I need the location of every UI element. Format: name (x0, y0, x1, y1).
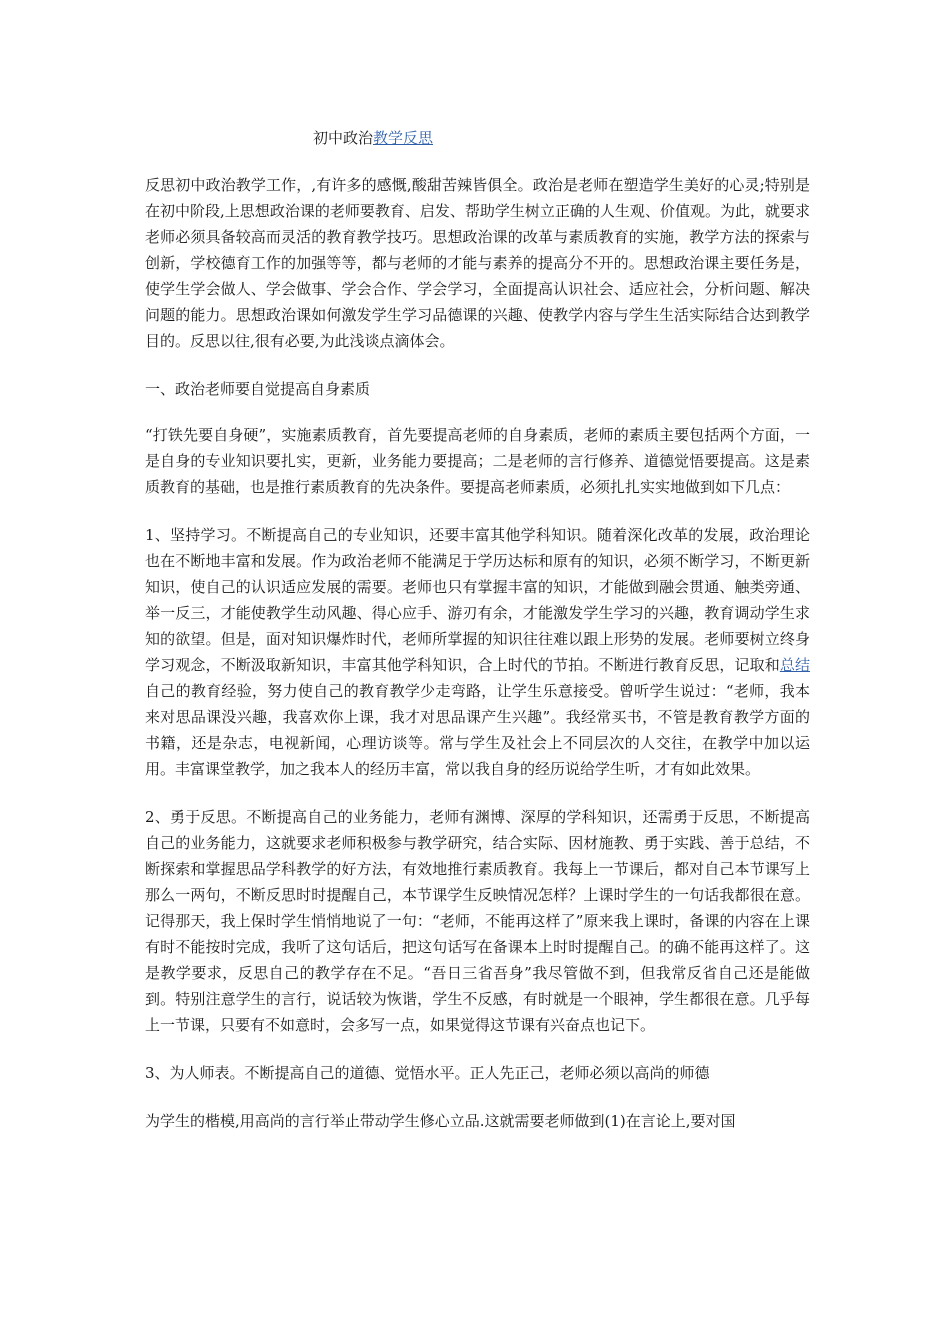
section-intro-paragraph: “打铁先要自身硬”，实施素质教育，首先要提高老师的自身素质，老师的素质主要包括两个方面，一是自身的专业知识要扎实，更新，业务能力要提高；二是老师的言行修养、道德觉悟要提高。这是素质教育的基础，也是推行素质教育的先决条件。要提高老师素质，必须扎扎实实地做到如下几点： (145, 426, 810, 496)
point-3-paragraph: 3、为人师表。不断提高自己的道德、觉悟水平。正人先正己，老师必须以高尚的师德 (145, 1064, 710, 1082)
title-prefix: 初中政治 (313, 129, 374, 147)
document-title (313, 127, 433, 149)
summary-link[interactable]: 总结 (779, 656, 810, 674)
title-link[interactable]: 教学反思 (373, 129, 434, 147)
point-2-paragraph: 2、勇于反思。不断提高自己的业务能力，老师有渊博、深厚的学科知识，还需勇于反思，不断提高自己的业务能力，这就要求老师积极参与教学研究，结合实际、因材施教、勇于实践、善于总结，不断探索和掌握思品学科教学的好方法，有效地推行素质教育。我每上一节课后，都对自己本节课写上那么一两句，不断反思时时提醒自己，本节课学生反映情况怎样？上课时学生的一句话我都很在意。记得那天，我上保时学生悄悄地说了一句：“老师，不能再这样了”原来我上课时，备课的内容在上课有时不能按时完成，我听了这句话后，把这句话写在备课本上时时提醒自己。的确不能再这样了。这是教学要求，反思自己的教学存在不足。“吾日三省吾身”我尽管做不到，但我常反省自己还是能做到。特别注意学生的言行，说话较为恢谐，学生不反感，有时就是一个眼神，学生都很在意。几乎每上一节课，只要有不如意时，会多写一点，如果觉得这节课有兴奋点也记下。 (145, 808, 810, 1034)
document-body (145, 172, 810, 1156)
section-heading: 一、政治老师要自觉提高自身素质 (145, 380, 371, 398)
point-1-text-after: 自己的教育经验，努力使自己的教育教学少走弯路，让学生乐意接受。曾听学生说过：“老师，我本来对思品课没兴趣，我喜欢你上课，我才对思品课产生兴趣”。我经常买书，不管是教育教学方面的书籍，还是杂志，电视新闻，心理访谈等。常与学生及社会上不同层次的人交往，在教学中加以运用。丰富课堂教学，加之我本人的经历丰富，常以我自身的经历说给学生听，才有如此效果。 (145, 682, 810, 778)
intro-paragraph: 反思初中政治教学工作，,有许多的感慨,酸甜苦辣皆俱全。政治是老师在塑造学生美好的心灵;特别是在初中阶段,上思想政治课的老师要教育、启发、帮助学生树立正确的人生观、价值观。为此，就要求老师必须具备较高而灵活的教育教学技巧。思想政治课的改革与素质教育的实施，教学方法的探索与创新，学校德育工作的加强等等，都与老师的才能与素养的提高分不开的。思想政治课主要任务是，使学生学会做人、学会做事、学会合作、学会学习，全面提高认识社会、适应社会，分析问题、解决问题的能力。思想政治课如何激发学生学习品德课的兴趣、使教学内容与学生生活实际结合达到教学目的。反思以往,很有必要,为此浅谈点滴体会。 (145, 176, 810, 350)
point-1-text-before: 1、坚持学习。不断提高自己的专业知识，还要丰富其他学科知识。随着深化改革的发展，政治理论也在不断地丰富和发展。作为政治老师不能满足于学历达标和原有的知识，必须不断学习，不断更新知识，使自己的认识适应发展的需要。老师也只有掌握丰富的知识，才能做到融会贯通、触类旁通、举一反三，才能使教学生动风趣、得心应手、游刃有余，才能激发学生学习的兴趣，教育调动学生求知的欲望。但是，面对知识爆炸时代，老师所掌握的知识往往难以跟上形势的发展。老师要树立终身学习观念，不断汲取新知识，丰富其他学科知识，合上时代的节拍。不断进行教育反思，记取和 (145, 526, 810, 674)
point-3-continuation: 为学生的楷模,用高尚的言行举止带动学生修心立品.这就需要老师做到(1)在言论上,要对国 (145, 1112, 736, 1130)
point-1-paragraph (145, 522, 810, 782)
